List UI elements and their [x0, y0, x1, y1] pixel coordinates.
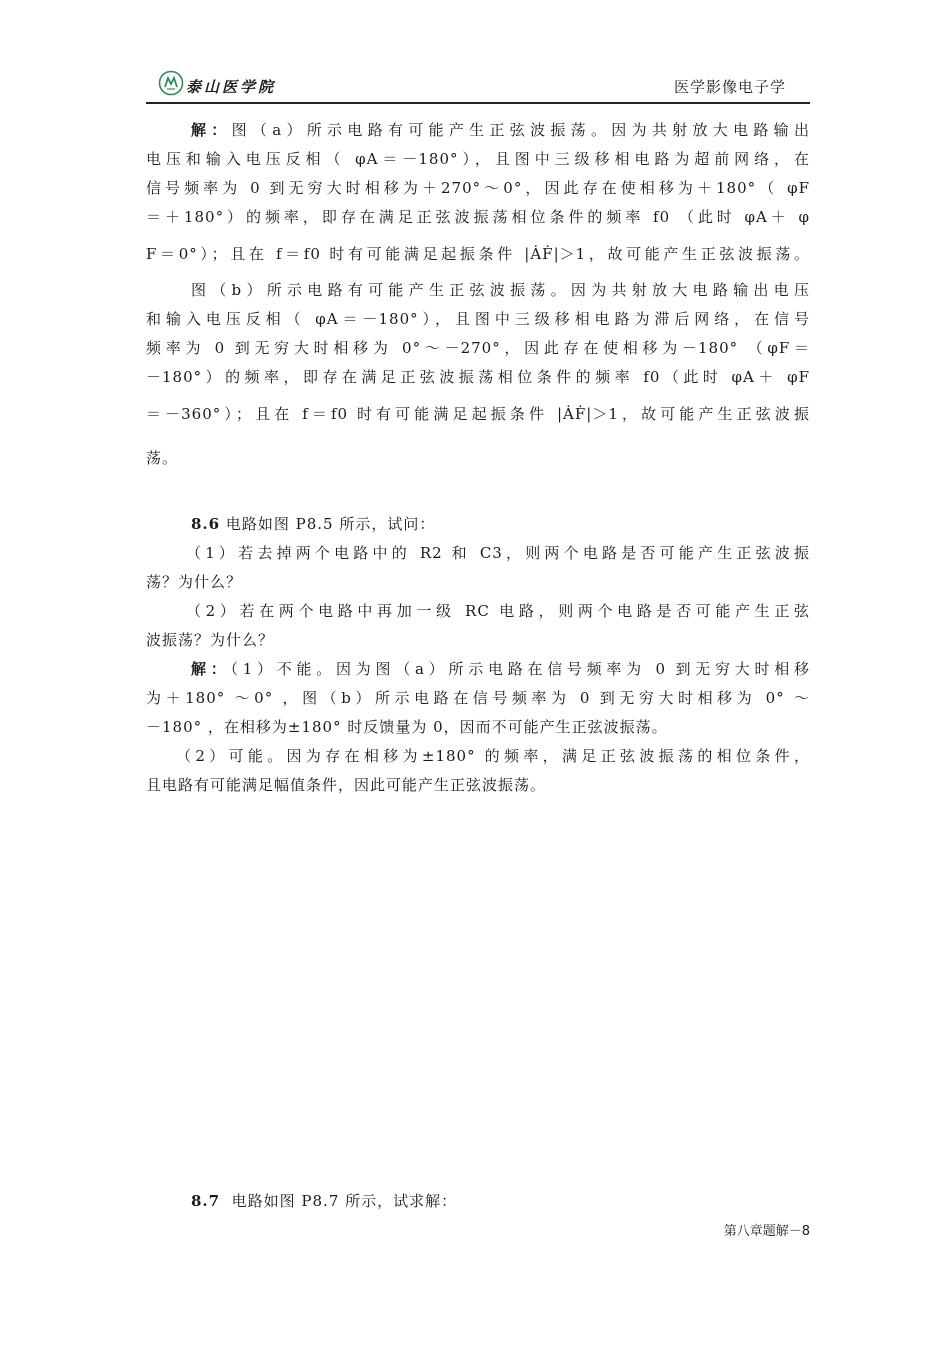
text-line: （2）可能。因为存在相移为±180° 的频率，满足正弦波振荡的相位条件， — [176, 747, 810, 765]
text-line: －180° ，在相移为±180° 时反馈量为 0，因而不可能产生正弦波振荡。 — [146, 718, 668, 736]
text-line: 且电路有可能满足幅值条件，因此可能产生正弦波振荡。 — [146, 776, 547, 794]
problem-8-7 — [146, 1190, 810, 1211]
page-footer: 第八章题解－8 — [723, 1224, 810, 1239]
text-line: F＝0°）；且在 f＝f0 时有可能满足起振条件 |ȦḞ|＞1，故可能产生正弦波振荡。 — [146, 245, 810, 263]
problem-text: 电路如图 P8.7 所示，试求解： — [231, 1192, 458, 1210]
text-line: 信号频率为 0 到无穷大时相移为＋270°～0°，因此存在使相移为＋180°（ φF — [146, 179, 810, 197]
text-line: 解：（1）不能。因为图（a）所示电路在信号频率为 0 到无穷大时相移 — [191, 660, 810, 678]
text-line: 荡。 — [146, 449, 179, 467]
text-line: 频率为 0 到无穷大时相移为 0°～－270°，因此存在使相移为－180° （φF＝ — [146, 339, 810, 357]
problem-number: 8.7 — [191, 1192, 221, 1210]
bold-label: 解： — [191, 660, 231, 678]
school-logo-icon — [158, 70, 184, 96]
page-header — [146, 64, 810, 104]
text-line: 解：图（a）所示电路有可能产生正弦波振荡。因为共射放大电路输出 — [191, 121, 810, 139]
text-line: 波振荡？为什么？ — [146, 631, 275, 649]
text-line: 电压和输入电压反相（ φA＝－180°），且图中三级移相电路为超前网络，在 — [146, 150, 810, 168]
bold-label: 解： — [191, 121, 232, 139]
text-line: －180°）的频率，即存在满足正弦波振荡相位条件的频率 f0（此时 φA＋ φF — [146, 368, 810, 386]
school-name: 泰山医学院 — [186, 78, 277, 96]
bold-label: 8.6 — [191, 515, 221, 533]
text-line: （2）若在两个电路中再加一级 RC 电路，则两个电路是否可能产生正弦 — [186, 602, 810, 620]
text-line: ＝－360°）；且在 f＝f0 时有可能满足起振条件 |ȦḞ|＞1，故可能产生正弦波振 — [146, 405, 810, 423]
text-line: （1）若去掉两个电路中的 R2 和 C3，则两个电路是否可能产生正弦波振 — [186, 544, 810, 562]
text-line: 8.6 电路如图 P8.5 所示，试问： — [191, 515, 436, 533]
paragraph-gap — [146, 480, 810, 510]
text-line: 和输入电压反相（ φA＝－180°），且图中三级移相电路为滞后网络，在信号 — [146, 310, 810, 328]
text-line: 图（b）所示电路有可能产生正弦波振荡。因为共射放大电路输出电压 — [191, 281, 810, 299]
document-body — [146, 116, 810, 800]
text-line: 为＋180° ～0° ，图（b）所示电路在信号频率为 0 到无穷大时相移为 0° ～ — [146, 689, 810, 707]
text-line: ＝＋180°）的频率，即存在满足正弦波振荡相位条件的频率 f0 （此时 φA＋ φ — [146, 208, 810, 226]
course-title: 医学影像电子学 — [673, 78, 786, 96]
text-line: 荡？为什么？ — [146, 573, 243, 591]
